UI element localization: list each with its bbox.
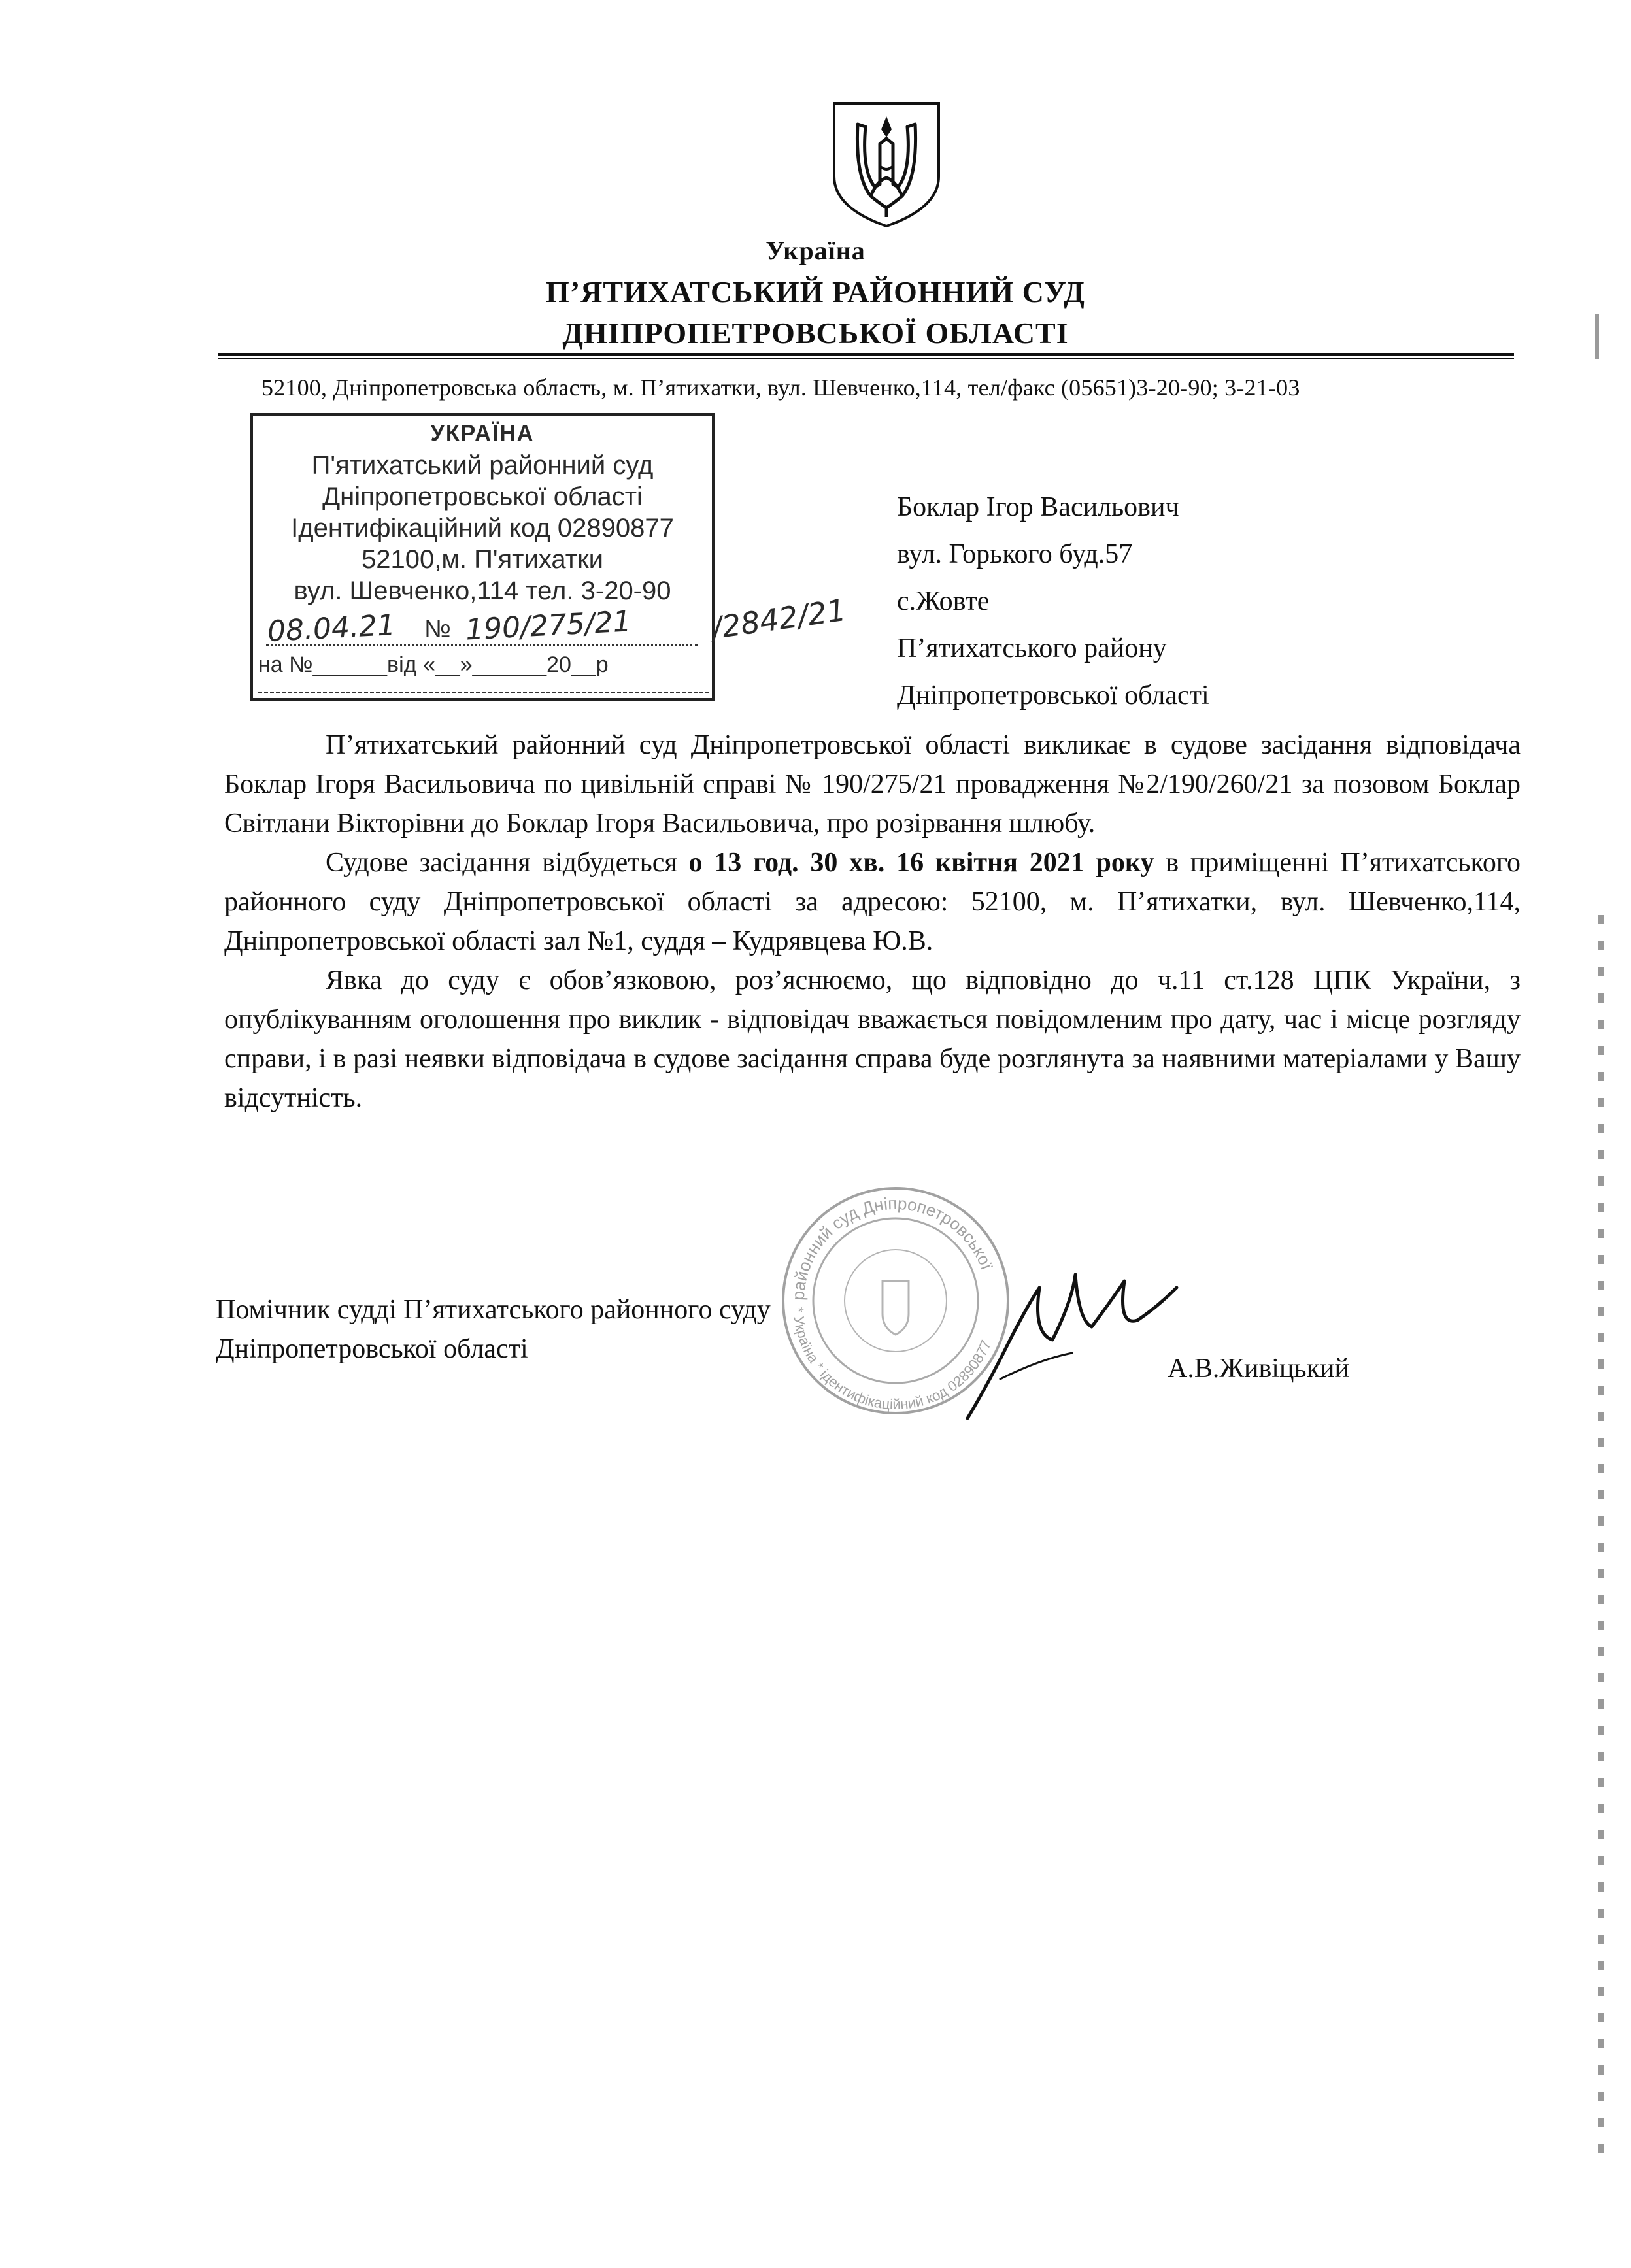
stamp-dashed-line <box>258 692 709 693</box>
letterhead-divider-thin <box>218 358 1514 359</box>
stamp-country: УКРАЇНА <box>430 421 535 446</box>
addressee-region: Дніпропетровської області <box>897 680 1209 710</box>
letterhead-address: 52100, Дніпропетровська область, м. П’ятихатки, вул. Шевченко,114, тел/факс (05651)3-20-90; 3-21-03 <box>261 375 1300 401</box>
addressee-district: П’ятихатського району <box>897 633 1167 663</box>
stamp-region: Дніпропетровської області <box>322 482 643 511</box>
letterhead-divider <box>218 353 1514 356</box>
signer-position-line-1: Помічник судді П’ятихатського районного суду <box>216 1295 771 1325</box>
signer-name: А.В.Живіцький <box>1168 1354 1349 1384</box>
hearing-intro: Судове засідання відбудеться <box>326 848 689 878</box>
signer-position-line-2: Дніпропетровської області <box>216 1334 528 1364</box>
stamp-handwritten-date: 08.04.21 <box>266 608 397 649</box>
stamp-number-label: № <box>424 616 451 643</box>
seal-text-top: районний суд Дніпропетровської <box>788 1193 997 1301</box>
addressee-street: вул. Горького буд.57 <box>897 539 1133 569</box>
hearing-location: в приміщенні П’ятихатського районного суду Дніпропетровської області за адресою: 52100, м. П’ятихатки, вул. Шевченко,114, Дніпропетровської області зал №1, суддя – Кудрявцева Ю.В. <box>224 848 1521 956</box>
stamp-court: П'ятихатський районний суд <box>311 451 654 480</box>
seal-text-bottom: * Україна * ідентифікаційний код 02890877 <box>790 1307 994 1413</box>
stamp-handwritten-number: 190/275/21 <box>464 605 632 647</box>
addressee-name: Боклар Ігор Васильович <box>897 492 1179 522</box>
stamp-dotted-line <box>266 644 698 646</box>
registration-stamp <box>250 413 715 701</box>
letterhead-court-name: П’ЯТИХАТСЬКИЙ РАЙОННИЙ СУД <box>546 275 1085 309</box>
letterhead-court-region: ДНІПРОПЕТРОВСЬКОЇ ОБЛАСТІ <box>562 316 1069 350</box>
hearing-datetime: о 13 год. 30 хв. 16 квітня 2021 року <box>688 848 1154 878</box>
body-paragraph-attendance: Явка до суду є обов’язковою, роз’яснюємо, що відповідно до ч.11 ст.128 ЦПК України, з опублікуванням оголошення про виклик - відповідач вважається повідомленим про дату, час і місце розгляду справи, і в разі неявки відповідача в судове засідання справа буде розглянута за наявними матеріалами у Вашу відсутність. <box>224 965 1521 1113</box>
scan-edge-mark <box>1598 915 1604 2157</box>
scan-edge-mark <box>1595 314 1599 359</box>
letterhead-country: Україна <box>765 236 866 265</box>
stamp-street: вул. Шевченко,114 тел. 3-20-90 <box>294 576 671 605</box>
addressee-block <box>897 484 1209 719</box>
body-paragraph-hearing <box>224 843 1521 961</box>
stamp-id-code: Ідентифікаційний код 02890877 <box>291 514 674 542</box>
stamp-handwritten-number-extra: /2842/21 <box>709 592 849 646</box>
addressee-village: с.Жовте <box>897 586 990 616</box>
body-paragraph-summons: П’ятихатський районний суд Дніпропетровської області викликає в судове засідання відповідача Боклар Ігоря Васильовича по цивільній справі № 190/275/21 провадження №2/190/260/21 за позовом Боклар Світлани Вікторівни до Боклар Ігоря Васильовича, про розірвання шлюбу. <box>224 730 1521 839</box>
stamp-reference-line: на №______від «__»______20__р <box>258 652 609 677</box>
letter-body <box>224 725 1521 1118</box>
trident-coat-of-arms-icon <box>825 98 948 229</box>
stamp-city: 52100,м. П'ятихатки <box>362 545 603 574</box>
handwritten-signature-icon <box>961 1261 1183 1425</box>
